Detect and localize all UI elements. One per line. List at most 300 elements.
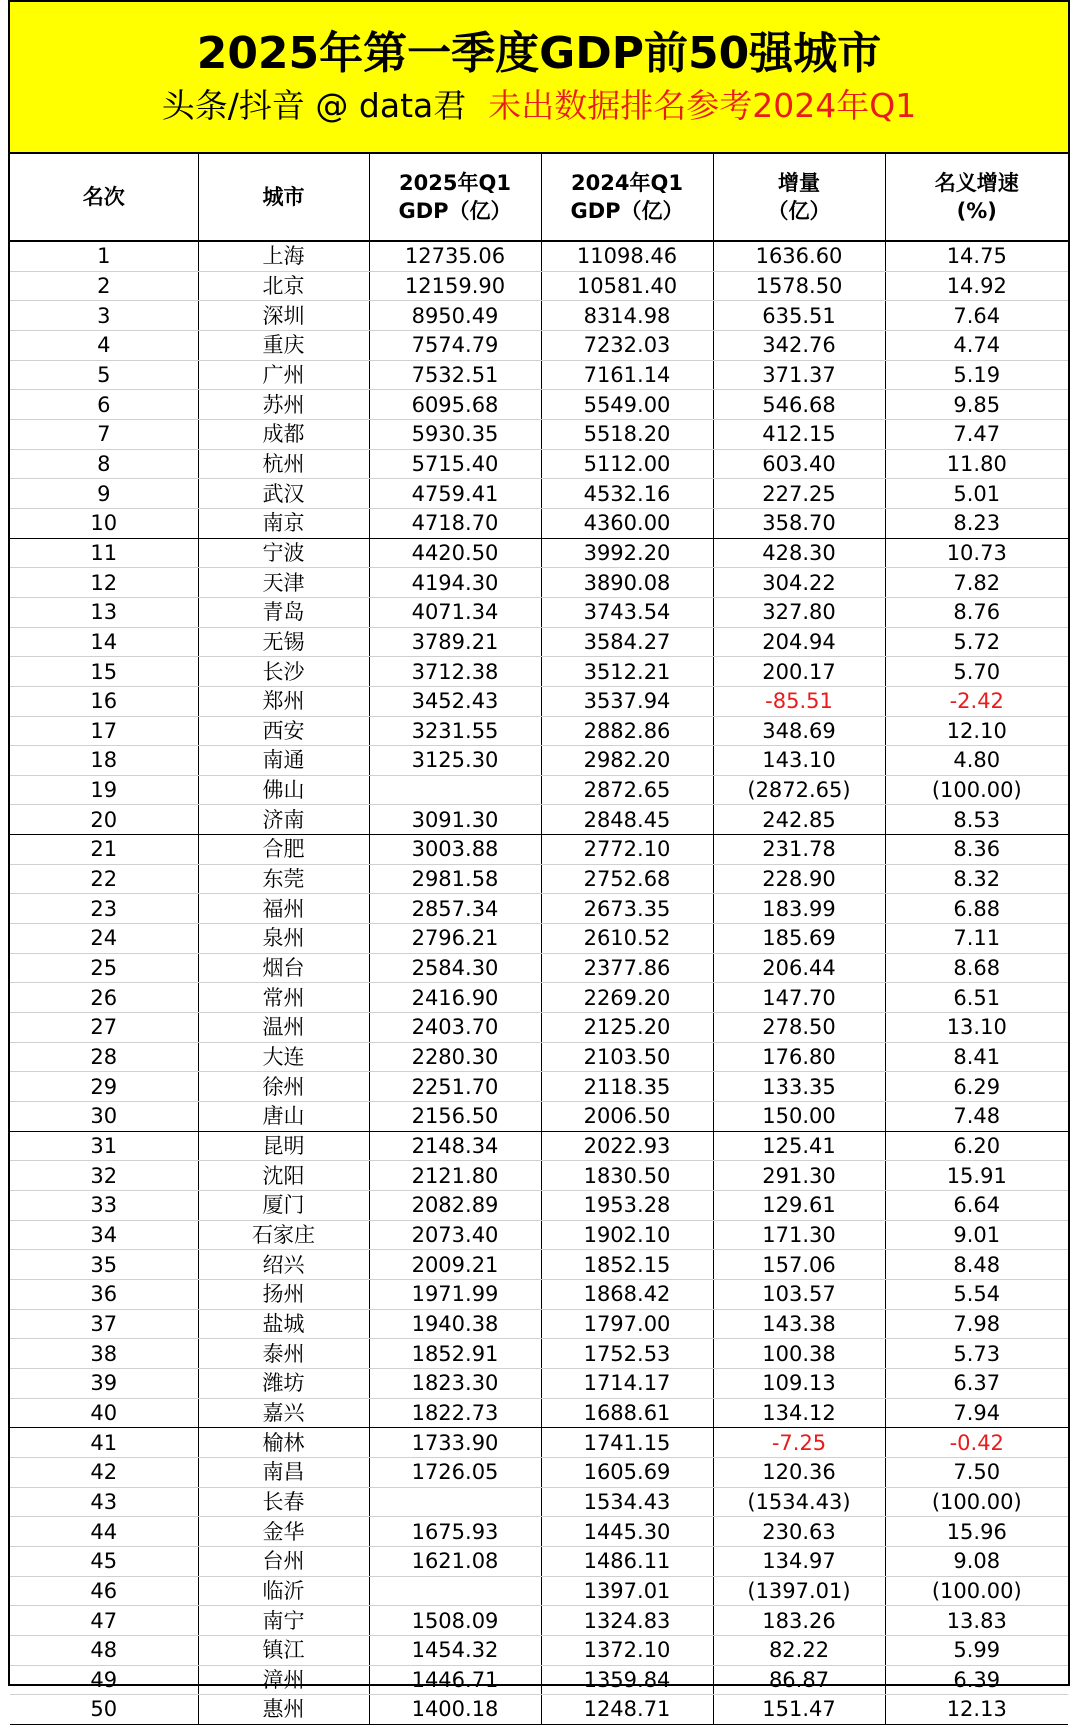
cell-gdp-2025: 8950.49: [369, 301, 541, 331]
cell-city: 南京: [198, 508, 369, 538]
cell-city: 重庆: [198, 330, 369, 360]
cell-growth-rate: 9.08: [885, 1546, 1068, 1576]
cell-city: 佛山: [198, 775, 369, 805]
table-row: [10, 1131, 1068, 1161]
cell-gdp-2024: 1852.15: [541, 1250, 713, 1280]
header-increase: 增量 （亿）: [713, 154, 885, 241]
cell-growth-rate: 10.73: [885, 538, 1068, 568]
cell-city: 绍兴: [198, 1250, 369, 1280]
cell-increase: 86.87: [713, 1665, 885, 1695]
cell-growth-rate: 5.19: [885, 360, 1068, 390]
cell-growth-rate: 9.01: [885, 1220, 1068, 1250]
table-row: [10, 864, 1068, 894]
cell-rank: 7: [10, 419, 198, 449]
cell-increase: 1636.60: [713, 241, 885, 271]
table-row: [10, 271, 1068, 301]
cell-increase: 231.78: [713, 835, 885, 865]
table-row: [10, 538, 1068, 568]
table-row: [10, 1309, 1068, 1339]
cell-increase: 603.40: [713, 449, 885, 479]
cell-growth-rate: 7.47: [885, 419, 1068, 449]
cell-growth-rate: 13.83: [885, 1606, 1068, 1636]
cell-increase: 348.69: [713, 716, 885, 746]
cell-rank: 9: [10, 479, 198, 509]
cell-city: 长沙: [198, 657, 369, 687]
cell-rank: 41: [10, 1428, 198, 1458]
cell-increase: 134.97: [713, 1546, 885, 1576]
cell-city: 烟台: [198, 953, 369, 983]
cell-increase: 100.38: [713, 1339, 885, 1369]
cell-city: 济南: [198, 805, 369, 835]
cell-growth-rate: 8.36: [885, 835, 1068, 865]
cell-city: 上海: [198, 241, 369, 271]
cell-increase: 151.47: [713, 1695, 885, 1725]
cell-gdp-2025: 2148.34: [369, 1131, 541, 1161]
title-banner: [10, 2, 1068, 154]
cell-city: 盐城: [198, 1309, 369, 1339]
cell-rank: 13: [10, 597, 198, 627]
cell-gdp-2025: [369, 775, 541, 805]
cell-increase: 183.99: [713, 894, 885, 924]
cell-growth-rate: 8.23: [885, 508, 1068, 538]
cell-rank: 23: [10, 894, 198, 924]
cell-gdp-2025: 1852.91: [369, 1339, 541, 1369]
header-rank: 名次: [10, 154, 198, 241]
table-row: [10, 1665, 1068, 1695]
cell-rank: 15: [10, 657, 198, 687]
table-row: [10, 835, 1068, 865]
cell-gdp-2025: 1726.05: [369, 1457, 541, 1487]
cell-city: 台州: [198, 1546, 369, 1576]
cell-city: 天津: [198, 568, 369, 598]
cell-growth-rate: 8.76: [885, 597, 1068, 627]
cell-gdp-2025: 1940.38: [369, 1309, 541, 1339]
table-row: [10, 924, 1068, 954]
cell-growth-rate: 4.74: [885, 330, 1068, 360]
cell-rank: 2: [10, 271, 198, 301]
cell-rank: 32: [10, 1161, 198, 1191]
cell-city: 扬州: [198, 1279, 369, 1309]
table-row: [10, 805, 1068, 835]
cell-gdp-2024: 1397.01: [541, 1576, 713, 1606]
table-row: [10, 1517, 1068, 1547]
cell-increase: 143.38: [713, 1309, 885, 1339]
cell-gdp-2025: 1823.30: [369, 1368, 541, 1398]
table-row: [10, 330, 1068, 360]
cell-increase: 157.06: [713, 1250, 885, 1280]
cell-growth-rate: 5.54: [885, 1279, 1068, 1309]
cell-gdp-2024: 3584.27: [541, 627, 713, 657]
cell-gdp-2025: 7574.79: [369, 330, 541, 360]
cell-growth-rate: 6.37: [885, 1368, 1068, 1398]
cell-increase: 150.00: [713, 1102, 885, 1132]
cell-increase: (2872.65): [713, 775, 885, 805]
cell-gdp-2025: 2416.90: [369, 983, 541, 1013]
cell-gdp-2025: 3712.38: [369, 657, 541, 687]
cell-city: 临沂: [198, 1576, 369, 1606]
cell-increase: 82.22: [713, 1635, 885, 1665]
table-row: [10, 1042, 1068, 1072]
cell-rank: 24: [10, 924, 198, 954]
cell-increase: 412.15: [713, 419, 885, 449]
cell-gdp-2024: 2982.20: [541, 746, 713, 776]
cell-rank: 25: [10, 953, 198, 983]
table-row: [10, 1191, 1068, 1221]
cell-city: 深圳: [198, 301, 369, 331]
cell-rank: 40: [10, 1398, 198, 1428]
cell-growth-rate: 7.11: [885, 924, 1068, 954]
cell-increase: 134.12: [713, 1398, 885, 1428]
cell-gdp-2024: 2022.93: [541, 1131, 713, 1161]
cell-rank: 42: [10, 1457, 198, 1487]
table-row: [10, 657, 1068, 687]
cell-growth-rate: -2.42: [885, 686, 1068, 716]
cell-increase: 342.76: [713, 330, 885, 360]
cell-gdp-2025: 5930.35: [369, 419, 541, 449]
table-row: [10, 1398, 1068, 1428]
cell-gdp-2025: 4194.30: [369, 568, 541, 598]
cell-rank: 21: [10, 835, 198, 865]
cell-gdp-2025: 2857.34: [369, 894, 541, 924]
cell-gdp-2025: 1971.99: [369, 1279, 541, 1309]
gdp-sheet: [8, 0, 1070, 1722]
cell-gdp-2024: 8314.98: [541, 301, 713, 331]
cell-gdp-2025: 7532.51: [369, 360, 541, 390]
table-row: [10, 568, 1068, 598]
cell-increase: 125.41: [713, 1131, 885, 1161]
cell-increase: 291.30: [713, 1161, 885, 1191]
cell-gdp-2025: 12735.06: [369, 241, 541, 271]
table-row: [10, 1457, 1068, 1487]
cell-gdp-2025: 3789.21: [369, 627, 541, 657]
cell-growth-rate: (100.00): [885, 1487, 1068, 1517]
cell-gdp-2024: 4532.16: [541, 479, 713, 509]
table-body: [10, 241, 1068, 1724]
table-row: [10, 449, 1068, 479]
cell-city: 徐州: [198, 1072, 369, 1102]
cell-city: 成都: [198, 419, 369, 449]
cell-growth-rate: 7.64: [885, 301, 1068, 331]
cell-gdp-2024: 1324.83: [541, 1606, 713, 1636]
cell-growth-rate: 15.96: [885, 1517, 1068, 1547]
cell-city: 西安: [198, 716, 369, 746]
cell-growth-rate: 7.98: [885, 1309, 1068, 1339]
table-row: [10, 775, 1068, 805]
cell-city: 温州: [198, 1013, 369, 1043]
cell-growth-rate: 7.48: [885, 1102, 1068, 1132]
cell-gdp-2025: 3091.30: [369, 805, 541, 835]
cell-city: 昆明: [198, 1131, 369, 1161]
cell-increase: 120.36: [713, 1457, 885, 1487]
cell-gdp-2025: 1822.73: [369, 1398, 541, 1428]
cell-increase: (1397.01): [713, 1576, 885, 1606]
cell-rank: 36: [10, 1279, 198, 1309]
cell-gdp-2025: 2082.89: [369, 1191, 541, 1221]
table-row: [10, 983, 1068, 1013]
cell-growth-rate: 4.80: [885, 746, 1068, 776]
cell-gdp-2025: 2403.70: [369, 1013, 541, 1043]
cell-gdp-2024: 1359.84: [541, 1665, 713, 1695]
table-row: [10, 627, 1068, 657]
cell-gdp-2025: 4071.34: [369, 597, 541, 627]
cell-increase: 129.61: [713, 1191, 885, 1221]
cell-gdp-2024: 2752.68: [541, 864, 713, 894]
cell-city: 福州: [198, 894, 369, 924]
cell-rank: 47: [10, 1606, 198, 1636]
cell-city: 榆林: [198, 1428, 369, 1458]
cell-growth-rate: 5.70: [885, 657, 1068, 687]
cell-rank: 16: [10, 686, 198, 716]
cell-gdp-2025: 2009.21: [369, 1250, 541, 1280]
cell-rank: 43: [10, 1487, 198, 1517]
cell-increase: 143.10: [713, 746, 885, 776]
cell-growth-rate: 11.80: [885, 449, 1068, 479]
cell-growth-rate: 7.50: [885, 1457, 1068, 1487]
cell-increase: -85.51: [713, 686, 885, 716]
cell-increase: 327.80: [713, 597, 885, 627]
table-row: [10, 1072, 1068, 1102]
cell-city: 沈阳: [198, 1161, 369, 1191]
cell-gdp-2025: 4420.50: [369, 538, 541, 568]
cell-increase: 204.94: [713, 627, 885, 657]
cell-gdp-2024: 2772.10: [541, 835, 713, 865]
cell-gdp-2024: 7161.14: [541, 360, 713, 390]
cell-city: 潍坊: [198, 1368, 369, 1398]
cell-gdp-2024: 1902.10: [541, 1220, 713, 1250]
cell-gdp-2025: 4718.70: [369, 508, 541, 538]
cell-city: 金华: [198, 1517, 369, 1547]
cell-increase: 176.80: [713, 1042, 885, 1072]
cell-gdp-2024: 1445.30: [541, 1517, 713, 1547]
cell-city: 嘉兴: [198, 1398, 369, 1428]
cell-growth-rate: 6.20: [885, 1131, 1068, 1161]
subtitle-source: 头条/抖音 @ data君: [161, 86, 467, 125]
table-row: [10, 1606, 1068, 1636]
cell-gdp-2025: 1508.09: [369, 1606, 541, 1636]
cell-rank: 1: [10, 241, 198, 271]
cell-increase: 230.63: [713, 1517, 885, 1547]
cell-city: 南昌: [198, 1457, 369, 1487]
cell-increase: 635.51: [713, 301, 885, 331]
table-row: [10, 746, 1068, 776]
cell-city: 武汉: [198, 479, 369, 509]
table-row: [10, 1339, 1068, 1369]
cell-gdp-2024: 2377.86: [541, 953, 713, 983]
cell-rank: 12: [10, 568, 198, 598]
cell-rank: 3: [10, 301, 198, 331]
cell-growth-rate: 5.72: [885, 627, 1068, 657]
cell-increase: 278.50: [713, 1013, 885, 1043]
cell-gdp-2025: 3452.43: [369, 686, 541, 716]
cell-increase: 103.57: [713, 1279, 885, 1309]
cell-gdp-2025: 2280.30: [369, 1042, 541, 1072]
table-row: [10, 1635, 1068, 1665]
cell-gdp-2025: 2073.40: [369, 1220, 541, 1250]
cell-city: 合肥: [198, 835, 369, 865]
cell-increase: 206.44: [713, 953, 885, 983]
table-row: [10, 1368, 1068, 1398]
table-row: [10, 1279, 1068, 1309]
cell-city: 惠州: [198, 1695, 369, 1725]
page-title: 2025年第一季度GDP前50强城市: [196, 28, 882, 79]
cell-increase: 147.70: [713, 983, 885, 1013]
cell-growth-rate: 9.85: [885, 390, 1068, 420]
cell-city: 无锡: [198, 627, 369, 657]
cell-growth-rate: 6.51: [885, 983, 1068, 1013]
cell-city: 青岛: [198, 597, 369, 627]
cell-gdp-2025: 1454.32: [369, 1635, 541, 1665]
cell-gdp-2025: 4759.41: [369, 479, 541, 509]
cell-rank: 49: [10, 1665, 198, 1695]
cell-gdp-2024: 3890.08: [541, 568, 713, 598]
cell-growth-rate: 12.13: [885, 1695, 1068, 1725]
cell-rank: 6: [10, 390, 198, 420]
cell-gdp-2024: 2848.45: [541, 805, 713, 835]
cell-city: 镇江: [198, 1635, 369, 1665]
cell-rank: 4: [10, 330, 198, 360]
cell-growth-rate: 7.94: [885, 1398, 1068, 1428]
header-growth-rate: 名义增速 (%): [885, 154, 1068, 241]
cell-gdp-2024: 1830.50: [541, 1161, 713, 1191]
table-row: [10, 508, 1068, 538]
cell-city: 唐山: [198, 1102, 369, 1132]
cell-gdp-2024: 1248.71: [541, 1695, 713, 1725]
cell-city: 泉州: [198, 924, 369, 954]
header-city: 城市: [198, 154, 369, 241]
cell-gdp-2024: 2673.35: [541, 894, 713, 924]
cell-rank: 14: [10, 627, 198, 657]
cell-rank: 26: [10, 983, 198, 1013]
cell-rank: 33: [10, 1191, 198, 1221]
cell-gdp-2025: 1621.08: [369, 1546, 541, 1576]
cell-gdp-2025: 1400.18: [369, 1695, 541, 1725]
cell-growth-rate: 12.10: [885, 716, 1068, 746]
cell-increase: 358.70: [713, 508, 885, 538]
cell-rank: 28: [10, 1042, 198, 1072]
cell-gdp-2025: 1733.90: [369, 1428, 541, 1458]
cell-gdp-2025: 3231.55: [369, 716, 541, 746]
cell-rank: 27: [10, 1013, 198, 1043]
table-row: [10, 1428, 1068, 1458]
cell-gdp-2024: 1688.61: [541, 1398, 713, 1428]
table-row: [10, 716, 1068, 746]
cell-city: 郑州: [198, 686, 369, 716]
cell-growth-rate: (100.00): [885, 775, 1068, 805]
table-row: [10, 479, 1068, 509]
cell-gdp-2025: 12159.90: [369, 271, 541, 301]
cell-rank: 17: [10, 716, 198, 746]
cell-growth-rate: 14.75: [885, 241, 1068, 271]
cell-gdp-2024: 10581.40: [541, 271, 713, 301]
table-row: [10, 1487, 1068, 1517]
cell-growth-rate: -0.42: [885, 1428, 1068, 1458]
cell-increase: 1578.50: [713, 271, 885, 301]
cell-growth-rate: 8.53: [885, 805, 1068, 835]
cell-gdp-2024: 1372.10: [541, 1635, 713, 1665]
cell-growth-rate: 5.73: [885, 1339, 1068, 1369]
cell-gdp-2024: 1797.00: [541, 1309, 713, 1339]
cell-rank: 18: [10, 746, 198, 776]
cell-city: 北京: [198, 271, 369, 301]
table-row: [10, 1695, 1068, 1725]
cell-increase: 428.30: [713, 538, 885, 568]
cell-increase: 228.90: [713, 864, 885, 894]
cell-gdp-2025: 5715.40: [369, 449, 541, 479]
cell-rank: 34: [10, 1220, 198, 1250]
cell-city: 广州: [198, 360, 369, 390]
cell-rank: 39: [10, 1368, 198, 1398]
table-row: [10, 597, 1068, 627]
cell-gdp-2025: 2156.50: [369, 1102, 541, 1132]
table-row: [10, 1546, 1068, 1576]
cell-increase: 185.69: [713, 924, 885, 954]
cell-city: 东莞: [198, 864, 369, 894]
cell-rank: 35: [10, 1250, 198, 1280]
table-row: [10, 419, 1068, 449]
cell-rank: 46: [10, 1576, 198, 1606]
cell-rank: 8: [10, 449, 198, 479]
table-row: [10, 301, 1068, 331]
table-row: [10, 360, 1068, 390]
cell-increase: 200.17: [713, 657, 885, 687]
cell-city: 杭州: [198, 449, 369, 479]
cell-gdp-2025: 3003.88: [369, 835, 541, 865]
table-row: [10, 953, 1068, 983]
table-row: [10, 1161, 1068, 1191]
cell-gdp-2024: 11098.46: [541, 241, 713, 271]
cell-city: 南通: [198, 746, 369, 776]
gdp-table: [10, 154, 1068, 1725]
cell-growth-rate: 5.99: [885, 1635, 1068, 1665]
header-row: [10, 154, 1068, 241]
table-row: [10, 1220, 1068, 1250]
cell-rank: 50: [10, 1695, 198, 1725]
cell-increase: -7.25: [713, 1428, 885, 1458]
cell-city: 漳州: [198, 1665, 369, 1695]
header-gdp-2024: 2024年Q1 GDP（亿）: [541, 154, 713, 241]
cell-increase: (1534.43): [713, 1487, 885, 1517]
table-row: [10, 390, 1068, 420]
cell-city: 常州: [198, 983, 369, 1013]
cell-rank: 44: [10, 1517, 198, 1547]
cell-rank: 45: [10, 1546, 198, 1576]
cell-gdp-2025: 2796.21: [369, 924, 541, 954]
cell-gdp-2024: 7232.03: [541, 330, 713, 360]
cell-city: 泰州: [198, 1339, 369, 1369]
cell-gdp-2024: 1868.42: [541, 1279, 713, 1309]
cell-gdp-2024: 3537.94: [541, 686, 713, 716]
cell-gdp-2025: 2121.80: [369, 1161, 541, 1191]
cell-gdp-2025: 3125.30: [369, 746, 541, 776]
table-row: [10, 1250, 1068, 1280]
cell-rank: 22: [10, 864, 198, 894]
cell-growth-rate: 6.29: [885, 1072, 1068, 1102]
cell-gdp-2025: 1675.93: [369, 1517, 541, 1547]
cell-gdp-2024: 2118.35: [541, 1072, 713, 1102]
cell-increase: 109.13: [713, 1368, 885, 1398]
subtitle: [10, 84, 1068, 128]
table-row: [10, 1102, 1068, 1132]
cell-gdp-2024: 4360.00: [541, 508, 713, 538]
cell-city: 厦门: [198, 1191, 369, 1221]
table-row: [10, 1576, 1068, 1606]
table-row: [10, 1013, 1068, 1043]
cell-gdp-2025: 6095.68: [369, 390, 541, 420]
cell-growth-rate: 15.91: [885, 1161, 1068, 1191]
cell-increase: 183.26: [713, 1606, 885, 1636]
cell-city: 苏州: [198, 390, 369, 420]
cell-gdp-2024: 1953.28: [541, 1191, 713, 1221]
